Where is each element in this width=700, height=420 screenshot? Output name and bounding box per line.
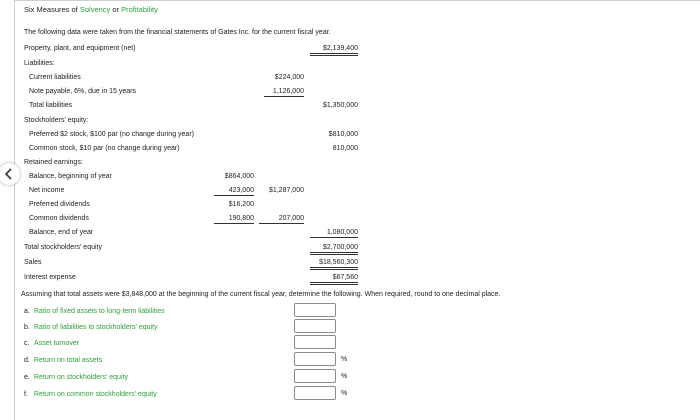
subtotal-value: $1,287,000 xyxy=(268,187,304,194)
solvency-link[interactable]: Solvency xyxy=(79,5,111,14)
question-text: Ratio of fixed assets to long-term liabilities xyxy=(34,308,165,315)
content-frame xyxy=(14,0,700,420)
question-letter: c. xyxy=(24,340,30,347)
sales-value: $18,560,300 xyxy=(310,258,358,270)
div-total-value: 207,000 xyxy=(259,214,304,224)
total-liab-value: $1,350,000 xyxy=(322,102,358,109)
liabilities-heading: Liabilities: xyxy=(24,60,55,67)
question-letter: e. xyxy=(24,374,30,381)
common-div-value: 190,800 xyxy=(214,214,254,224)
answer-input-a[interactable] xyxy=(294,303,336,317)
question-text: Asset turnover xyxy=(34,340,80,347)
equity-heading: Stockholders' equity: xyxy=(24,117,89,124)
total-equity-value: $2,700,000 xyxy=(310,243,358,255)
ppe-label: Property, plant, and equipment (net) xyxy=(24,45,136,52)
pref-div-label: Preferred dividends xyxy=(29,201,90,208)
question-text: Ratio of liabilities to stockholders' equity xyxy=(34,324,158,331)
total-liab-label: Total liabilities xyxy=(29,102,73,109)
current-liab-value: $224,000 xyxy=(274,74,304,81)
current-liab-label: Current liabilities xyxy=(29,74,81,81)
answer-input-c[interactable] xyxy=(294,335,336,349)
instructions-text: Assuming that total assets were $3,848,000 at the beginning of the current fiscal year, determine the following. When required, round to one decimal place. xyxy=(21,291,501,298)
common-label: Common stock, $10 par (no change during year) xyxy=(29,145,180,152)
note-value: 1,126,000 xyxy=(264,87,304,97)
balance-end-value: 1,080,000 xyxy=(310,228,358,238)
interest-label: Interest expense xyxy=(24,274,76,281)
preferred-label: Preferred $2 stock, $100 par (no change during year) xyxy=(29,131,194,138)
page-title xyxy=(24,5,158,14)
profitability-link[interactable]: Profitability xyxy=(121,5,158,14)
percent-suffix: % xyxy=(341,390,348,397)
question-letter: d. xyxy=(24,357,30,364)
percent-suffix: % xyxy=(341,356,348,363)
chevron-left-icon xyxy=(4,168,14,180)
title-or: or xyxy=(110,5,122,14)
question-text: Return on total assets xyxy=(34,357,103,364)
percent-suffix: % xyxy=(341,373,348,380)
re-heading: Retained earnings: xyxy=(24,159,83,166)
question-letter: f. xyxy=(24,391,28,398)
balance-end-label: Balance, end of year xyxy=(29,229,94,236)
balance-begin-label: Balance, beginning of year xyxy=(29,173,112,180)
net-income-value: 423,000 xyxy=(214,186,254,196)
sales-label: Sales xyxy=(24,259,42,266)
interest-value: $67,560 xyxy=(310,273,358,285)
question-text: Return on common stockholders' equity xyxy=(34,391,157,398)
title-prefix: Six Measures of xyxy=(24,5,80,14)
common-value: 810,000 xyxy=(332,145,358,152)
net-income-label: Net income xyxy=(29,187,65,194)
pref-div-value: $16,200 xyxy=(228,201,254,208)
answer-input-f[interactable] xyxy=(294,386,336,400)
answer-input-b[interactable] xyxy=(294,319,336,333)
ppe-value: $2,139,400 xyxy=(310,44,358,56)
total-equity-label: Total stockholders' equity xyxy=(24,244,102,251)
question-letter: a. xyxy=(24,308,30,315)
common-div-label: Common dividends xyxy=(29,215,89,222)
question-text: Return on stockholders' equity xyxy=(34,374,128,381)
answer-input-d[interactable] xyxy=(294,352,336,366)
intro-text: The following data were taken from the financial statements of Gates Inc. for the current fiscal year. xyxy=(24,29,331,36)
balance-begin-value: $864,000 xyxy=(224,173,254,180)
preferred-value: $810,000 xyxy=(328,131,358,138)
note-label: Note payable, 6%, due in 15 years xyxy=(29,88,137,95)
answer-input-e[interactable] xyxy=(294,369,336,383)
question-letter: b. xyxy=(24,324,30,331)
